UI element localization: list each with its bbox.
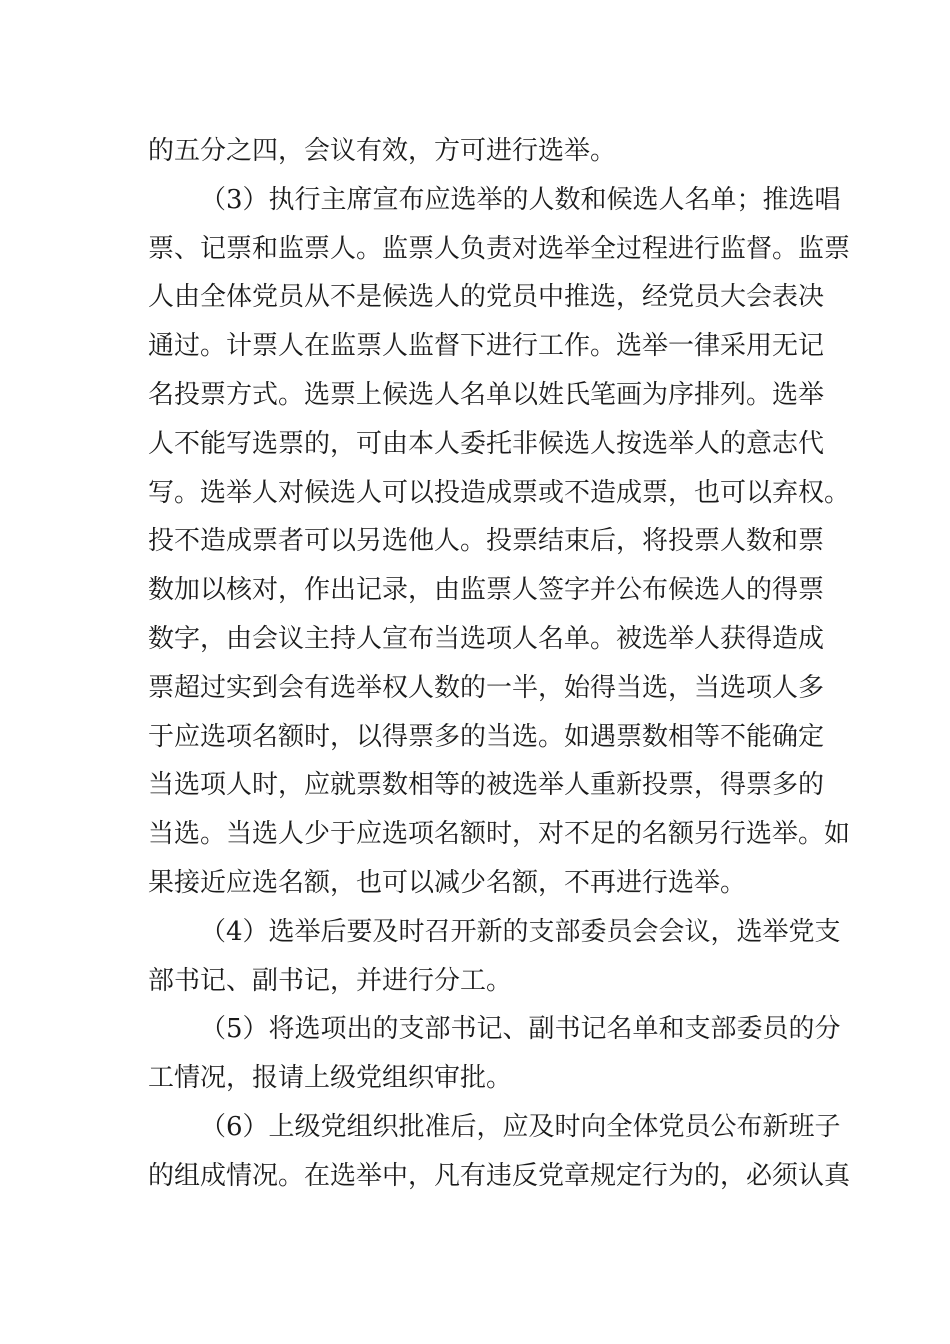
paragraph-line: （6）上级党组织批准后，应及时向全体党员公布新班子 bbox=[200, 1111, 841, 1142]
paragraph-line: 票、记票和监票人。监票人负责对选举全过程进行监督。监票 bbox=[148, 233, 851, 264]
paragraph-line: 写。选举人对候选人可以投造成票或不造成票，也可以弃权。 bbox=[148, 477, 851, 508]
paragraph-line: 名投票方式。选票上候选人名单以姓氏笔画为序排列。选举 bbox=[148, 379, 825, 410]
paragraph-line: （4）选举后要及时召开新的支部委员会会议，选举党支 bbox=[200, 916, 841, 947]
paragraph-line: （3）执行主席宣布应选举的人数和候选人名单；推选唱 bbox=[200, 184, 841, 215]
paragraph-line: 果接近应选名额，也可以减少名额，不再进行选举。 bbox=[148, 867, 747, 898]
paragraph-line: 工情况，报请上级党组织审批。 bbox=[148, 1063, 513, 1094]
paragraph-line: 数字，由会议主持人宣布当选项人名单。被选举人获得造成 bbox=[148, 623, 825, 654]
paragraph-line: 通过。计票人在监票人监督下进行工作。选举一律采用无记 bbox=[148, 331, 825, 362]
paragraph-line: 的五分之四，会议有效，方可进行选举。 bbox=[148, 136, 617, 166]
paragraph-line: 当选项人时，应就票数相等的被选举人重新投票，得票多的 bbox=[148, 770, 825, 801]
paragraph-line: 当选。当选人少于应选项名额时，对不足的名额另行选举。如 bbox=[148, 819, 851, 850]
paragraph-line: 投不造成票者可以另选他人。投票结束后，将投票人数和票 bbox=[148, 526, 825, 557]
paragraph-line: 部书记、副书记，并进行分工。 bbox=[148, 965, 513, 996]
paragraph-line: 的组成情况。在选举中，凡有违反党章规定行为的，必须认真 bbox=[148, 1160, 851, 1191]
paragraph-line: 票超过实到会有选举权人数的一半，始得当选，当选项人多 bbox=[148, 672, 825, 703]
paragraph-line: 于应选项名额时，以得票多的当选。如遇票数相等不能确定 bbox=[148, 721, 825, 752]
paragraph-line: （5）将选项出的支部书记、副书记名单和支部委员的分 bbox=[200, 1014, 841, 1045]
document-body bbox=[148, 127, 851, 1201]
paragraph-line: 人由全体党员从不是候选人的党员中推选，经党员大会表决 bbox=[148, 282, 825, 313]
paragraph-line: 数加以核对，作出记录，由监票人签字并公布候选人的得票 bbox=[148, 575, 825, 606]
paragraph-line: 人不能写选票的，可由本人委托非候选人按选举人的意志代 bbox=[148, 428, 825, 459]
